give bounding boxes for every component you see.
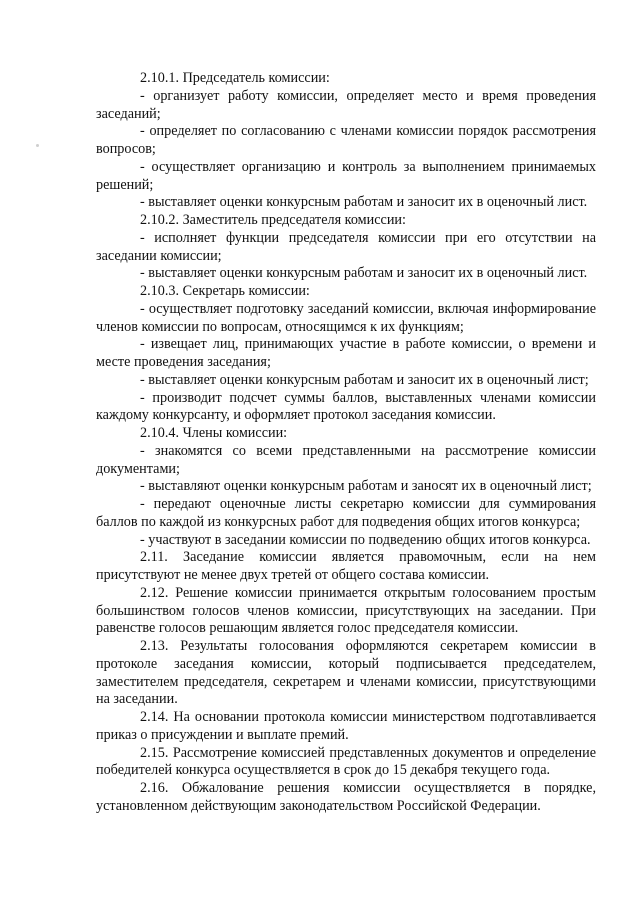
section-heading-2-10-4: 2.10.4. Члены комиссии:: [140, 425, 288, 441]
document-body: [96, 70, 596, 816]
section-heading-2-10-3: 2.10.3. Секретарь комиссии:: [140, 283, 310, 299]
list-item: - организует работу комиссии, определяет место и время проведения заседаний;: [96, 87, 596, 122]
list-item: - знакомятся со всеми представленными на рассмотрение комиссии документами;: [96, 442, 596, 477]
list-item: - производит подсчет суммы баллов, выставленных членами комиссии каждому конкурсанту, и оформляет протокол заседания комиссии.: [96, 389, 596, 424]
section-heading-2-10-2: 2.10.2. Заместитель председателя комиссии:: [140, 212, 406, 228]
list-item: - участвуют в заседании комиссии по подведению общих итогов конкурса.: [140, 531, 591, 548]
clause-2-16: 2.16. Обжалование решения комиссии осуществляется в порядке, установленном действующим законодательством Российской Федерации.: [96, 780, 596, 814]
clause-2-11: 2.11. Заседание комиссии является правомочным, если на нем присутствуют не менее двух третей от общего состава комиссии.: [96, 549, 596, 583]
list-item: - исполняет функции председателя комиссии при его отсутствии на заседании комиссии;: [96, 229, 596, 264]
list-item: - определяет по согласованию с членами комиссии порядок рассмотрения вопросов;: [96, 123, 596, 157]
list-item: - выставляет оценки конкурсным работам и заносит их в оценочный лист;: [140, 371, 589, 388]
list-item: - извещает лиц, принимающих участие в работе комиссии, о времени и месте проведения заседания;: [96, 336, 596, 370]
list-item: - выставляет оценки конкурсным работам и заносит их в оценочный лист.: [140, 265, 588, 282]
clause-2-14: 2.14. На основании протокола комиссии министерством подготавливается приказ о присуждении и выплате премий.: [96, 709, 596, 743]
list-item: - выставляет оценки конкурсным работам и заносит их в оценочный лист.: [140, 194, 588, 211]
list-item: - выставляют оценки конкурсным работам и заносят их в оценочный лист;: [140, 478, 592, 495]
list-item: - осуществляет подготовку заседаний комиссии, включая информирование членов комиссии по вопросам, относящимся к их функциям;: [96, 300, 596, 335]
section-heading-2-10-1: 2.10.1. Председатель комиссии:: [140, 70, 330, 86]
clause-2-12: 2.12. Решение комиссии принимается открытым голосованием простым большинством голосов членов комиссии, присутствующих на заседании. При равенстве голосов решающим является голос председателя комиссии.: [96, 584, 596, 637]
clause-2-15: 2.15. Рассмотрение комиссией представленных документов и определение победителей конкурса осуществляется в срок до 15 декабря текущего года.: [96, 744, 596, 779]
clause-2-13: 2.13. Результаты голосования оформляются секретарем комиссии в протоколе заседания комиссии, который подписывается председателем, заместителем председателя, секретарем и членами комиссии, присутствующими на заседании.: [96, 638, 596, 708]
list-item: - передают оценочные листы секретарю комиссии для суммирования баллов по каждой из конкурсных работ для подведения общих итогов конкурса;: [96, 496, 596, 530]
list-item: - осуществляет организацию и контроль за выполнением принимаемых решений;: [96, 158, 596, 193]
scan-speck: [36, 144, 39, 147]
